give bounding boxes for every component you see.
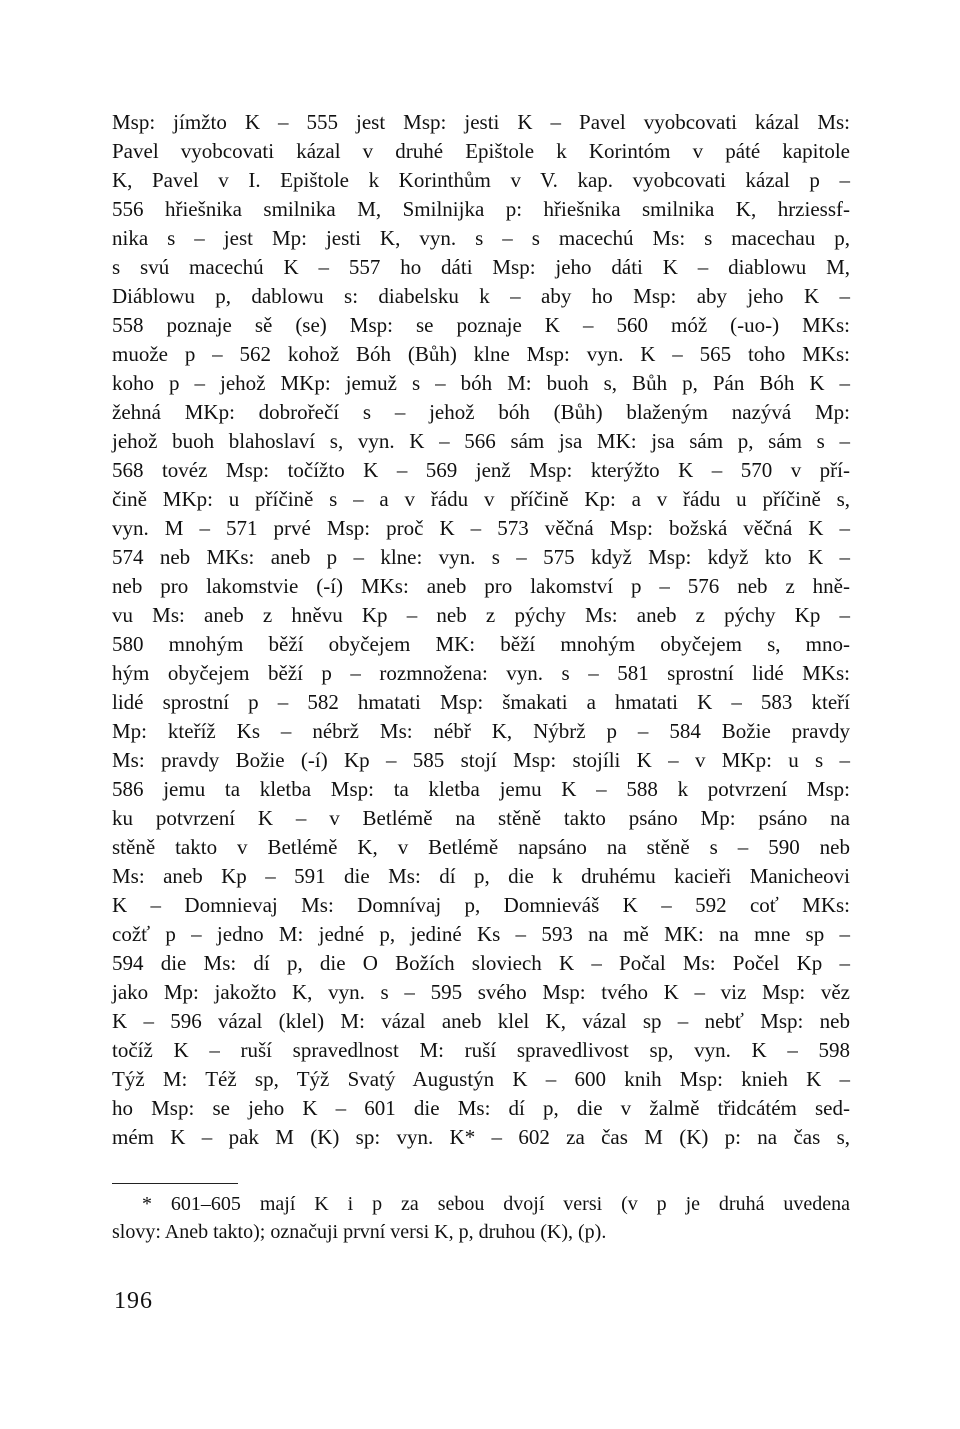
text-line: žehná MKp: dobrořečí s – jehož bóh (Bůh) blaženým nazývá Mp: <box>112 400 850 424</box>
text-line: Pavel vyobcovati kázal v druhé Epištole k Korintóm v páté kapitole <box>112 139 850 163</box>
footnote <box>112 1190 850 1246</box>
text-line: K – 596 vázal (klel) M: vázal aneb klel K, vázal sp – nebť Msp: neb <box>112 1009 850 1033</box>
text-line: s svú macechú K – 557 ho dáti Msp: jeho dáti K – diablowu M, <box>112 255 850 279</box>
page-number: 196 <box>114 1288 153 1314</box>
text-line: 594 die Ms: dí p, die O Božích sloviech K – Počal Ms: Počel Kp – <box>112 951 850 975</box>
text-line: jako Mp: jakožto K, vyn. s – 595 svého Msp: tvého K – viz Msp: věz <box>112 980 850 1004</box>
text-line: neb pro lakomstvie (-í) MKs: aneb pro lakomství p – 576 neb z hně- <box>112 574 850 598</box>
text-line: 580 mnohým běží obyčejem MK: běží mnohým obyčejem s, mno- <box>112 632 850 656</box>
text-line: stěně takto v Betlémě K, v Betlémě napsáno na stěně s – 590 neb <box>112 835 850 859</box>
text-line: K, Pavel v I. Epištole k Korinthům v V. kap. vyobcovati kázal p – <box>112 168 850 192</box>
text-line: 558 poznaje sě (se) Msp: se poznaje K – 560 móž (-uo-) MKs: <box>112 313 850 337</box>
text-line: Týž M: Též sp, Týž Svatý Augustýn K – 600 knih Msp: knieh K – <box>112 1067 850 1091</box>
footnote-line: * 601–605 mají K i p za sebou dvojí versi (v p je druhá uvedena <box>142 1193 850 1215</box>
text-line: nika s – jest Mp: jesti K, vyn. s – s macechú Ms: s macechau p, <box>112 226 850 250</box>
text-line: vyn. M – 571 prvé Msp: proč K – 573 věčná Msp: božská věčná K – <box>112 516 850 540</box>
text-line: lidé sprostní p – 582 hmatati Msp: šmakati a hmatati K – 583 kteří <box>112 690 850 714</box>
text-line: K – Domnievaj Ms: Domnívaj p, Domnieváš K – 592 coť MKs: <box>112 893 850 917</box>
text-line: 556 hřiešnika smilnika M, Smilnijka p: hřiešnika smilnika K, hrziessf- <box>112 197 850 221</box>
apparatus-text <box>112 108 850 1152</box>
text-line: ku potvrzení K – v Betlémě na stěně takto psáno Mp: psáno na <box>112 806 850 830</box>
text-line: čině MKp: u příčině s – a v řádu v příčině Kp: a v řádu u příčině s, <box>112 487 850 511</box>
text-line: Msp: jímžto K – 555 jest Msp: jesti K – Pavel vyobcovati kázal Ms: <box>112 110 850 134</box>
text-line: 586 jemu ta kletba Msp: ta kletba jemu K – 588 k potvrzení Msp: <box>112 777 850 801</box>
text-line: vu Ms: aneb z hněvu Kp – neb z pýchy Ms: aneb z pýchy Kp – <box>112 603 850 627</box>
text-line: muože p – 562 kohož Bóh (Bůh) klne Msp: vyn. K – 565 toho MKs: <box>112 342 850 366</box>
text-line: jehož buoh blahoslaví s, vyn. K – 566 sám jsa MK: jsa sám p, sám s – <box>112 429 850 453</box>
footnote-line: slovy: Aneb takto); označuji první versi K, p, druhou (K), (p). <box>112 1221 607 1243</box>
text-line: Mp: kteříž Ks – nébrž Ms: nébř K, Nýbrž p – 584 Božie pravdy <box>112 719 850 743</box>
text-line: Ms: aneb Kp – 591 die Ms: dí p, die k druhému kacieři Manicheovi <box>112 864 850 888</box>
text-line: točíž K – ruší spravedlnost M: ruší spravedlivost sp, vyn. K – 598 <box>112 1038 850 1062</box>
text-line: ho Msp: se jeho K – 601 die Ms: dí p, die v žalmě třidcátém sed- <box>112 1096 850 1120</box>
footnote-rule <box>112 1183 238 1184</box>
text-line: Diáblowu p, dablowu s: diabelsku k – aby ho Msp: aby jeho K – <box>112 284 850 308</box>
text-line: Ms: pravdy Božie (-í) Kp – 585 stojí Msp: stojíli K – v MKp: u s – <box>112 748 850 772</box>
text-line: koho p – jehož MKp: jemuž s – bóh M: buoh s, Bůh p, Pán Bóh K – <box>112 371 850 395</box>
text-line: mém K – pak M (K) sp: vyn. K* – 602 za čas M (K) p: na čas s, <box>112 1125 850 1149</box>
text-line: 568 tovéz Msp: točížto K – 569 jenž Msp: kterýžto K – 570 v pří- <box>112 458 850 482</box>
text-line: hým obyčejem běží p – rozmnožena: vyn. s – 581 sprostní lidé MKs: <box>112 661 850 685</box>
text-line: cožť p – jedno M: jedné p, jediné Ks – 593 na mě MK: na mne sp – <box>112 922 850 946</box>
text-line: 574 neb MKs: aneb p – klne: vyn. s – 575 když Msp: když kto K – <box>112 545 850 569</box>
